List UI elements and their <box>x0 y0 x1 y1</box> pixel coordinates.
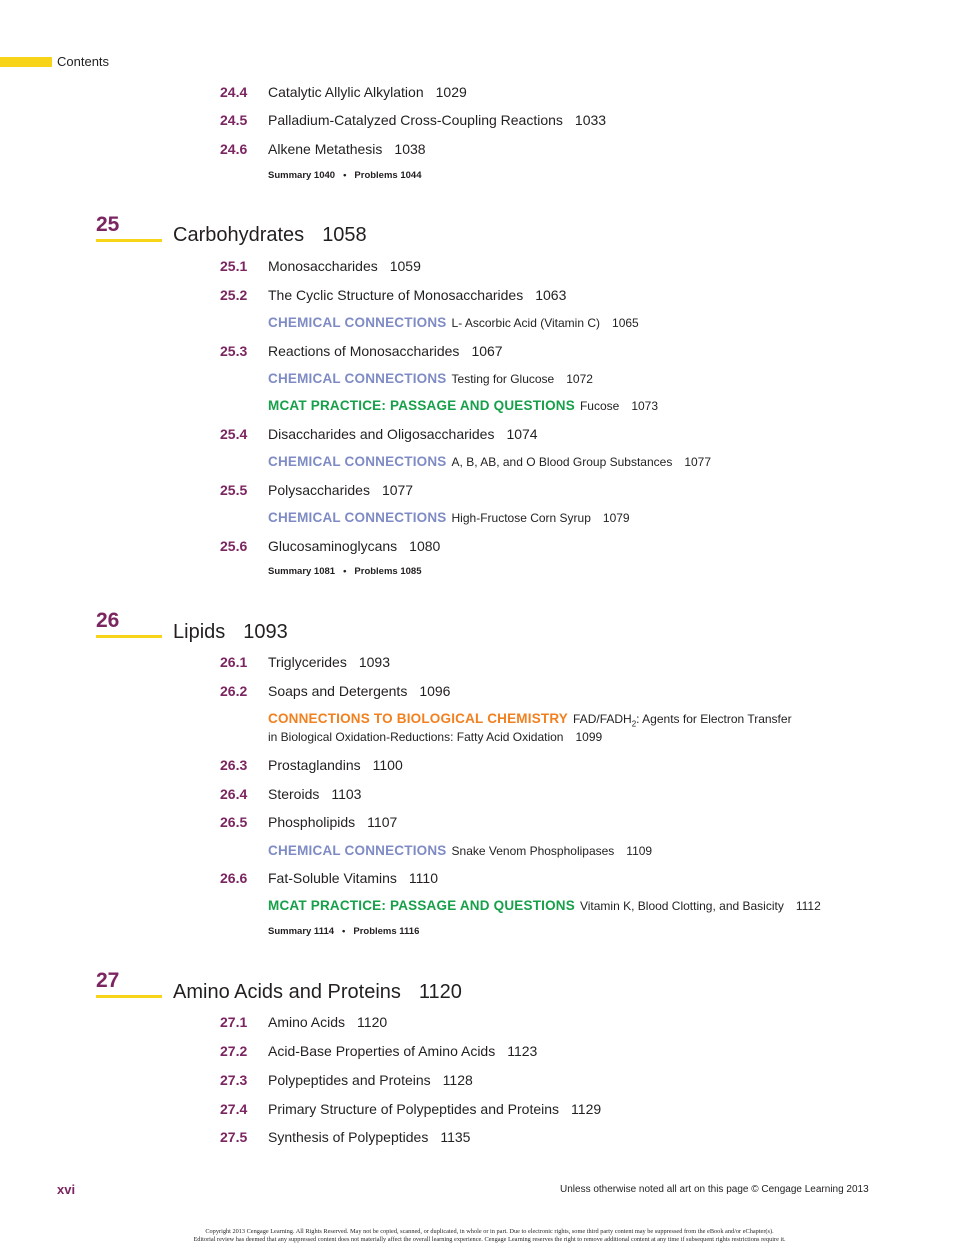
section-page: 1129 <box>571 1101 602 1117</box>
section-number: 26.4 <box>220 786 248 802</box>
toc-section[interactable] <box>220 287 566 304</box>
section-page: 1103 <box>331 786 362 802</box>
section-page: 1067 <box>471 343 503 359</box>
section-title: Amino Acids <box>268 1014 346 1030</box>
section-title: Catalytic Allylic Alkylation <box>268 84 424 100</box>
feature-entry[interactable] <box>268 315 639 331</box>
section-title: Triglycerides <box>268 654 347 670</box>
feature-page: 1099 <box>575 730 603 744</box>
toc-section[interactable] <box>220 1014 387 1031</box>
feature-title-line2: in Biological Oxidation-Reductions: Fatty Acid Oxidation <box>268 730 564 744</box>
feature-title: High-Fructose Corn Syrup <box>451 511 591 525</box>
toc-section[interactable] <box>220 538 440 555</box>
feature-page: 1109 <box>626 844 653 858</box>
section-page: 1029 <box>435 84 467 100</box>
feature-label: MCAT PRACTICE: PASSAGE AND QUESTIONS <box>268 398 575 413</box>
chapter-title-text: Amino Acids and Proteins <box>173 981 401 1003</box>
feature-label: CHEMICAL CONNECTIONS <box>268 371 447 386</box>
bullet-separator: • <box>342 926 346 937</box>
chapter-rule <box>96 995 162 998</box>
section-page: 1128 <box>442 1072 473 1088</box>
section-number: 26.2 <box>220 683 248 699</box>
chapter-title[interactable] <box>173 223 367 247</box>
section-title: Prostaglandins <box>268 757 361 773</box>
feature-label: CONNECTIONS TO BIOLOGICAL CHEMISTRY <box>268 711 569 726</box>
section-title: Glucosaminoglycans <box>268 538 398 554</box>
bullet-separator: • <box>343 566 347 577</box>
section-page: 1074 <box>506 426 538 442</box>
toc-section[interactable] <box>220 814 397 831</box>
toc-section[interactable] <box>220 1101 601 1118</box>
summary-line <box>268 566 421 578</box>
feature-label: CHEMICAL CONNECTIONS <box>268 315 447 330</box>
feature-page: 1073 <box>631 399 659 413</box>
running-header: Contents <box>57 54 110 69</box>
section-page: 1110 <box>408 870 438 886</box>
section-page: 1123 <box>507 1043 538 1059</box>
section-title: Reactions of Monosaccharides <box>268 343 460 359</box>
bullet-separator: • <box>343 170 347 181</box>
feature-page: 1072 <box>566 372 593 386</box>
chapter-title[interactable] <box>173 980 462 1004</box>
section-number: 24.5 <box>220 112 248 128</box>
feature-title: Testing for Glucose <box>451 372 555 386</box>
feature-entry[interactable] <box>268 454 711 470</box>
section-number: 26.5 <box>220 814 248 830</box>
section-number: 25.6 <box>220 538 248 554</box>
feature-entry[interactable] <box>268 510 630 526</box>
section-number: 27.3 <box>220 1072 248 1088</box>
feature-page: 1112 <box>795 899 821 913</box>
summary-link[interactable]: Summary 1081 <box>268 566 336 577</box>
section-number: 27.5 <box>220 1129 248 1145</box>
toc-section[interactable] <box>220 84 467 101</box>
section-title: Steroids <box>268 786 320 802</box>
chapter-title[interactable] <box>173 620 288 644</box>
section-title: Soaps and Detergents <box>268 683 408 699</box>
section-title: Phospholipids <box>268 814 356 830</box>
feature-title: Snake Venom Phospholipases <box>451 844 615 858</box>
section-page: 1080 <box>409 538 441 554</box>
section-title: Primary Structure of Polypeptides and Proteins <box>268 1101 560 1117</box>
chapter-number: 27 <box>96 969 120 992</box>
feature-title: A, B, AB, and O Blood Group Substances <box>451 455 673 469</box>
header-accent-bar <box>0 57 52 67</box>
problems-link[interactable]: Problems 1116 <box>353 926 420 937</box>
section-page: 1100 <box>372 757 403 773</box>
feature-page: 1077 <box>684 455 712 469</box>
toc-section[interactable] <box>220 757 403 774</box>
summary-line <box>268 926 419 938</box>
copyright-line-2: Editorial review has deemed that any suppressed content does not materially affect the overall learning experience. Cengage Learning reserves the right to remove additional content at any time if subsequent rights restrictions require it. <box>193 1236 786 1243</box>
section-page: 1120 <box>357 1014 388 1030</box>
art-credit: Unless otherwise noted all art on this page © Cengage Learning 2013 <box>560 1184 869 1195</box>
feature-entry[interactable] <box>268 371 593 387</box>
toc-section[interactable] <box>220 343 503 360</box>
chapter-title-text: Lipids <box>173 621 226 643</box>
chapter-number: 26 <box>96 609 120 632</box>
section-title: Alkene Metathesis <box>268 141 383 157</box>
section-page: 1077 <box>381 482 414 498</box>
toc-section[interactable] <box>220 1129 470 1146</box>
section-title: The Cyclic Structure of Monosaccharides <box>268 287 524 303</box>
section-number: 25.2 <box>220 287 248 303</box>
chapter-rule <box>96 239 162 242</box>
page-folio: xvi <box>57 1182 76 1197</box>
toc-section[interactable] <box>220 258 421 275</box>
section-title: Acid-Base Properties of Amino Acids <box>268 1043 496 1059</box>
feature-title-subscript: 2 <box>631 719 637 729</box>
feature-title: Fucose <box>579 399 620 413</box>
feature-label: CHEMICAL CONNECTIONS <box>268 843 447 858</box>
toc-section[interactable] <box>220 141 426 158</box>
copyright-notice <box>0 1228 979 1244</box>
chapter-page: 1058 <box>322 224 367 246</box>
chapter-number: 25 <box>96 213 120 236</box>
toc-section[interactable] <box>220 870 438 887</box>
copyright-line-1: Copyright 2013 Cengage Learning. All Rights Reserved. May not be copied, scanned, or duplicated, in whole or in part. Due to electronic rights, some third party content may be suppressed from the eBook and/or eChapter(s). <box>205 1228 774 1235</box>
section-number: 25.4 <box>220 426 248 442</box>
feature-title: Vitamin K, Blood Clotting, and Basicity <box>579 899 784 913</box>
section-page: 1107 <box>367 814 398 830</box>
toc-section[interactable] <box>220 786 361 803</box>
section-number: 25.1 <box>220 258 248 274</box>
section-page: 1059 <box>389 258 421 274</box>
feature-entry-line2[interactable] <box>268 729 602 745</box>
section-title: Palladium-Catalyzed Cross-Coupling Reactions <box>268 112 563 128</box>
toc-section[interactable] <box>220 112 606 129</box>
section-title: Disaccharides and Oligosaccharides <box>268 426 495 442</box>
section-page: 1038 <box>394 141 426 157</box>
toc-section[interactable] <box>220 683 450 700</box>
section-page: 1033 <box>574 112 607 128</box>
section-title: Monosaccharides <box>268 258 378 274</box>
section-number: 25.5 <box>220 482 248 498</box>
section-number: 24.4 <box>220 84 248 100</box>
chapter-page: 1093 <box>243 621 288 643</box>
section-number: 27.4 <box>220 1101 248 1117</box>
section-number: 27.2 <box>220 1043 248 1059</box>
chapter-title-text: Carbohydrates <box>173 224 305 246</box>
feature-entry[interactable] <box>268 898 821 914</box>
section-page: 1096 <box>419 683 451 699</box>
feature-label: CHEMICAL CONNECTIONS <box>268 510 447 525</box>
section-page: 1063 <box>535 287 567 303</box>
feature-title: L- Ascorbic Acid (Vitamin C) <box>451 316 601 330</box>
feature-entry[interactable] <box>268 843 652 859</box>
feature-title-cont: : Agents for Electron Transfer <box>636 712 792 726</box>
chapter-rule <box>96 635 162 638</box>
toc-section[interactable] <box>220 654 390 671</box>
section-number: 26.1 <box>220 654 248 670</box>
toc-section[interactable] <box>220 482 413 499</box>
feature-label: MCAT PRACTICE: PASSAGE AND QUESTIONS <box>268 898 575 913</box>
section-number: 24.6 <box>220 141 248 157</box>
section-title: Synthesis of Polypeptides <box>268 1129 429 1145</box>
section-title: Polypeptides and Proteins <box>268 1072 431 1088</box>
section-page: 1093 <box>358 654 390 670</box>
summary-link[interactable]: Summary 1040 <box>268 170 336 181</box>
section-title: Polysaccharides <box>268 482 370 498</box>
feature-label: CHEMICAL CONNECTIONS <box>268 454 447 469</box>
problems-link[interactable]: Problems 1044 <box>354 170 422 181</box>
problems-link[interactable]: Problems 1085 <box>354 566 422 577</box>
toc-section[interactable] <box>220 426 538 443</box>
feature-title: FAD/FADH <box>573 712 632 726</box>
section-page: 1135 <box>440 1129 471 1145</box>
section-number: 26.3 <box>220 757 248 773</box>
section-number: 25.3 <box>220 343 248 359</box>
toc-section[interactable] <box>220 1043 537 1060</box>
summary-line <box>268 170 421 182</box>
summary-link[interactable]: Summary 1114 <box>268 926 335 937</box>
toc-section[interactable] <box>220 1072 473 1089</box>
section-number: 27.1 <box>220 1014 248 1030</box>
feature-page: 1065 <box>612 316 639 330</box>
feature-page: 1079 <box>602 511 630 525</box>
section-title: Fat-Soluble Vitamins <box>268 870 397 886</box>
feature-entry[interactable] <box>268 398 658 414</box>
chapter-page: 1120 <box>418 981 462 1003</box>
section-number: 26.6 <box>220 870 248 886</box>
